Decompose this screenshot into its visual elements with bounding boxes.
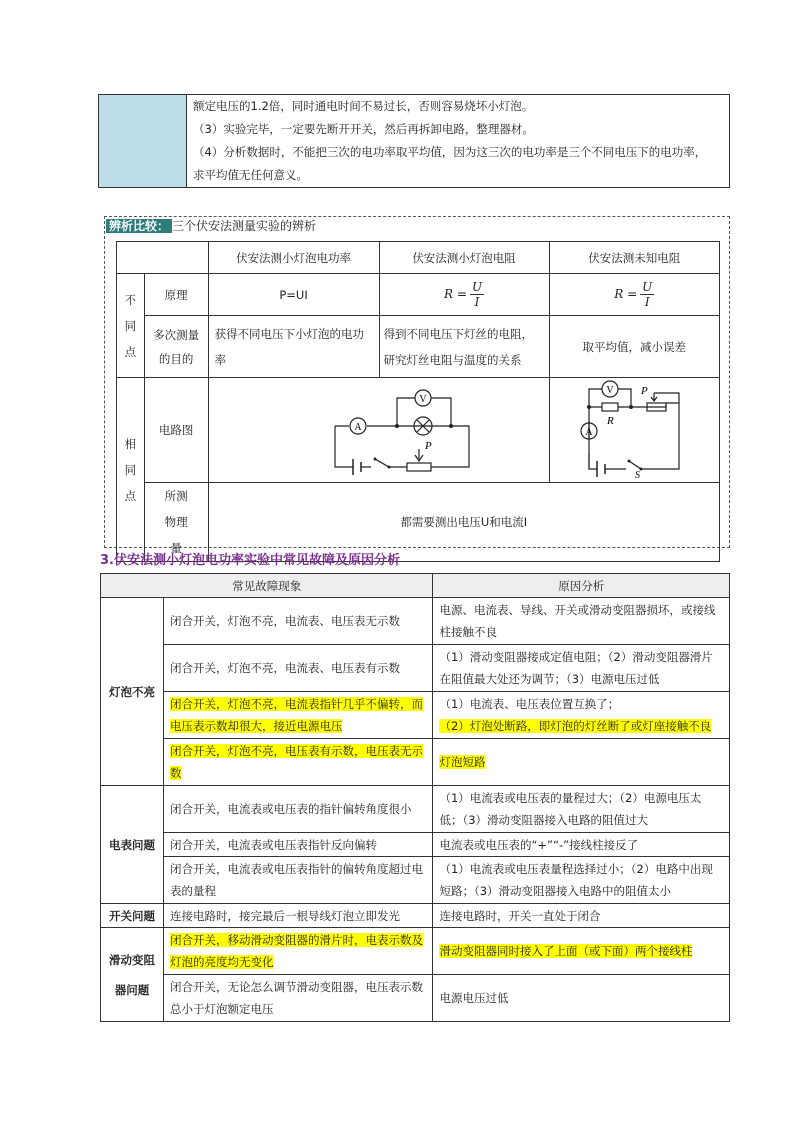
circuit-diagram-resistor [569,379,699,479]
reason-line-a: （1）电流表、电压表位置互换了； [439,697,620,711]
reason-cell: 电流表或电压表的“+”“-”接线柱接反了 [433,833,730,857]
purpose-power: 获得不同电压下小灯泡的电功率 [208,316,379,378]
reason-cell: （1）电流表或电压表的量程过大；（2）电源电压太低；（3）滑动变阻器接入电路的阻值过大 [433,786,730,833]
reason-cell: （1）滑动变阻器接成定值电阻；（2）滑动变阻器滑片在阻值最大处还为调节；（3）电源电压过低 [433,645,730,692]
compare-tag: 辨析比较： [106,219,172,233]
top-line-2: （3）实验完毕，一定要先断开开关，然后再拆卸电路，整理器材。 [193,122,534,136]
reason-cell [433,739,730,786]
category-lamp-off: 灯泡不亮 [101,598,164,786]
highlight-text: 闭合开关，移动滑动变阻器的滑片时，电表示数及灯泡的亮度均无变化 [169,933,423,969]
phenomenon-cell: 闭合开关，无论怎么调节滑动变阻器，电压表示数总小于灯泡额定电压 [163,975,432,1022]
top-line-3: （4）分析数据时，不能把三次的电功率取平均值，因为这三次的电功率是三个不同电压下的电功率， [193,145,707,159]
principle-lamp-resistance: R = $\frac{U}{I}$ [379,274,549,316]
phenomenon-cell: 闭合开关，电流表或电压表的指针偏转角度很小 [163,786,432,833]
resistor-label: R [607,414,615,427]
phenomenon-cell: 闭合开关，灯泡不亮，电流表、电压表无示数 [163,598,432,645]
compare-title: 三个伏安法测量实验的辨析 [172,219,317,233]
slider-label: P [641,384,649,397]
reason-cell [433,692,730,739]
top-table [98,94,730,188]
phenomenon-cell [163,928,432,975]
phenomenon-cell: 连接电路时，接完最后一根导线灯泡立即发光 [163,904,432,928]
quantity-value: 都需要测出电压U和电流I [208,483,719,562]
top-line-1: 额定电压的1.2倍，同时通电时间不易过长，否则容易烧坏小灯泡。 [193,99,534,113]
circuit-label: 电路图 [144,378,208,483]
col-header-power: 伏安法测小灯泡电功率 [208,242,379,274]
col-header-unknown-resistance: 伏安法测未知电阻 [549,242,719,274]
purpose-label: 多次测量的目的 [144,316,208,378]
circuit-unknown-cell [549,378,719,483]
phenomenon-cell [163,692,432,739]
fault-table [100,573,730,1022]
purpose-unknown-resistance: 取平均值，减小误差 [549,316,719,378]
principle-label: 原理 [144,274,208,316]
category-switch: 开关问题 [101,904,164,928]
diff-label: 不同点 [117,274,145,378]
category-rheostat: 滑动变阻器问题 [101,928,164,1022]
head-phenomenon: 常见故障现象 [101,574,433,598]
purpose-lamp-resistance: 得到不同电压下灯丝的电阻，研究灯丝电阻与温度的关系 [379,316,549,378]
reason-cell: 连接电路时，开关一直处于闭合 [433,904,730,928]
highlight-text: 闭合开关，灯泡不亮，电流表指针几乎不偏转，而电压表示数却很大，接近电源电压 [169,697,423,733]
ammeter-icon: A [585,426,593,438]
compare-table [116,241,720,562]
section-3-title: 3.伏安法测小灯泡电功率实验中常见故障及原因分析 [100,553,400,568]
circuit-lamp-cell [208,378,549,483]
col-header-lamp-resistance: 伏安法测小灯泡电阻 [379,242,549,274]
reason-cell: （1）电流表或电压表量程选择过小；（2）电路中出现短路；（3）滑动变阻器接入电路中的阻值太小 [433,857,730,904]
highlight-text: （2）灯泡处断路，即灯泡的灯丝断了或灯座接触不良 [439,719,712,733]
compare-corner [117,242,209,274]
principle-power: P=UI [208,274,379,316]
same-label: 相同点 [117,378,145,562]
top-table-text-cell [187,95,730,188]
highlight-text: 闭合开关，灯泡不亮，电压表有示数，电压表无示数 [169,744,423,780]
slider-label: P [424,439,432,452]
voltmeter-icon: V [418,393,427,405]
category-meter: 电表问题 [101,786,164,904]
circuit-diagram-lamp [209,379,549,479]
quantity-label: 所测物理量 [144,483,208,562]
reason-cell [433,928,730,975]
reason-cell: 电源电压过低 [433,975,730,1022]
top-table-side-cell [99,95,187,188]
voltmeter-icon: V [606,384,614,396]
head-reason: 原因分析 [433,574,730,598]
phenomenon-cell: 闭合开关，电流表或电压表指针反向偏转 [163,833,432,857]
phenomenon-cell: 闭合开关，灯泡不亮，电流表、电压表有示数 [163,645,432,692]
top-line-4: 求平均值无任何意义。 [193,168,308,182]
highlight-text: 灯泡短路 [439,755,486,769]
highlight-text: 滑动变阻器同时接入了上面（或下面）两个接线柱 [439,944,693,958]
switch-label: S [635,469,641,479]
reason-cell: 电源、电流表、导线、开关或滑动变阻器损坏，或接线柱接触不良 [433,598,730,645]
compare-heading [106,218,316,234]
ammeter-icon: A [353,421,362,433]
principle-unknown-resistance: R = $\frac{U}{I}$ [549,274,719,316]
phenomenon-cell [163,739,432,786]
phenomenon-cell: 闭合开关，电流表或电压表指针的偏转角度超过电表的量程 [163,857,432,904]
